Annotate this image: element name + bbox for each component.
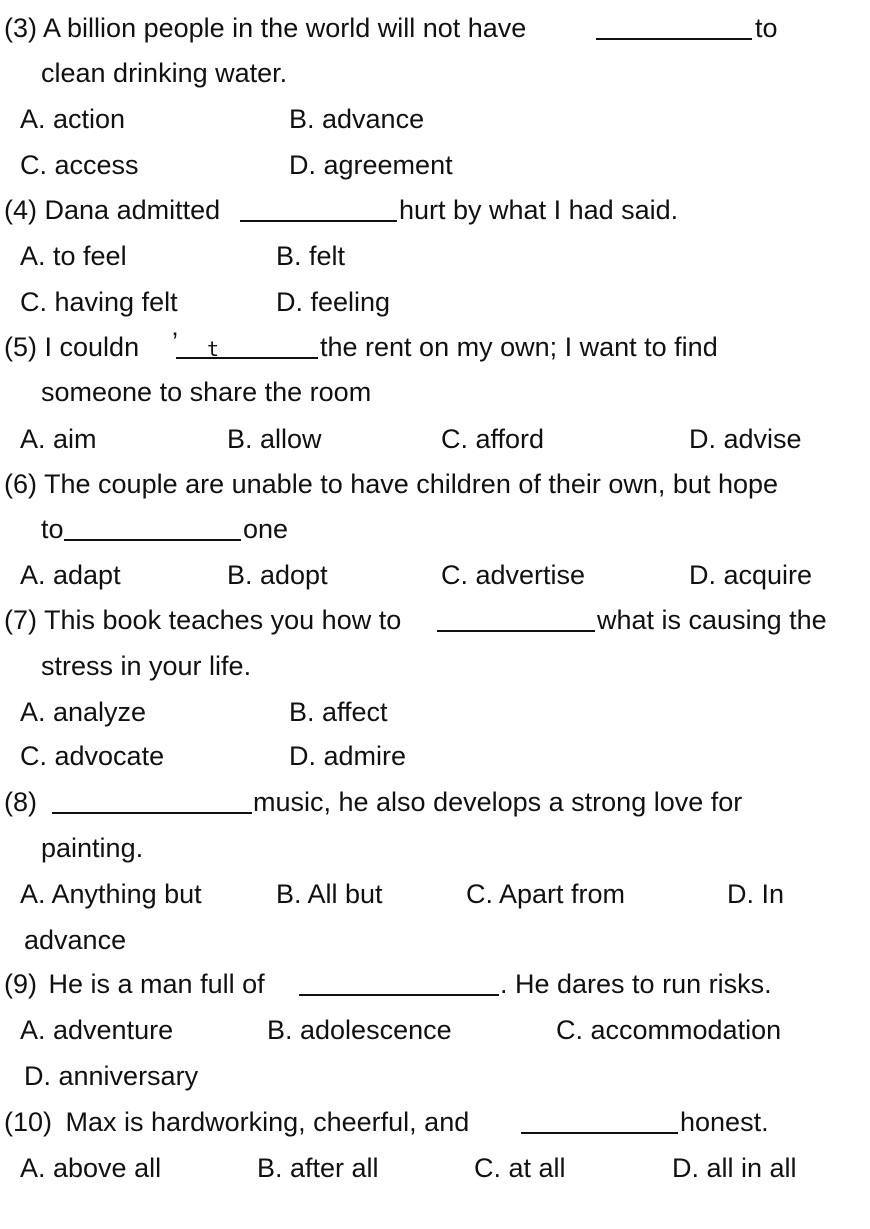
question-text: one — [243, 514, 289, 544]
question-text: what is causing the — [597, 605, 827, 635]
option-d[interactable]: D. anniversary — [24, 1061, 199, 1091]
option-b[interactable]: B. adopt — [227, 560, 328, 590]
answer-blank[interactable] — [299, 970, 499, 996]
answer-blank[interactable] — [52, 788, 252, 814]
question-5-stem — [4, 331, 139, 363]
question-text: I couldn — [44, 332, 140, 362]
option-a[interactable]: A. adapt — [20, 560, 121, 590]
question-text: to — [755, 13, 778, 43]
option-c[interactable]: C. accommodation — [556, 1015, 782, 1045]
option-a[interactable]: A. Anything but — [20, 879, 202, 909]
option-c[interactable]: C. advertise — [441, 560, 586, 590]
option-d[interactable]: D. acquire — [689, 560, 813, 590]
question-7-stem — [4, 604, 401, 636]
option-c[interactable]: C. Apart from — [466, 879, 626, 909]
question-number: (9) — [4, 969, 37, 999]
question-10-stem — [4, 1106, 469, 1138]
question-text: honest. — [680, 1107, 769, 1137]
answer-blank[interactable] — [64, 515, 241, 541]
question-text: Max is hardworking, cheerful, and — [65, 1107, 470, 1137]
question-number: (6) — [4, 469, 37, 499]
question-text: . He dares to run risks. — [500, 969, 772, 999]
option-a[interactable]: A. aim — [20, 424, 97, 454]
question-text: stress in your life. — [41, 651, 252, 681]
question-text: A billion people in the world will not have — [43, 13, 527, 43]
option-c[interactable]: C. access — [20, 150, 139, 180]
option-a[interactable]: A. to feel — [20, 241, 127, 271]
option-b[interactable]: B. allow — [227, 424, 322, 454]
option-d[interactable]: D. In — [727, 879, 785, 909]
option-b[interactable]: B. adolescence — [267, 1015, 452, 1045]
answer-blank[interactable] — [596, 14, 752, 40]
answer-blank[interactable] — [176, 333, 318, 359]
option-d[interactable]: D. feeling — [276, 287, 391, 317]
question-text: hurt by what I had said. — [399, 195, 679, 225]
answer-blank[interactable] — [240, 196, 397, 222]
option-c[interactable]: C. having felt — [20, 287, 178, 317]
question-text: Dana admitted — [44, 195, 221, 225]
option-d[interactable]: D. agreement — [289, 150, 453, 180]
question-9-stem — [4, 968, 265, 1000]
option-b[interactable]: B. All but — [276, 879, 383, 909]
option-a[interactable]: A. analyze — [20, 697, 147, 727]
question-6-stem — [4, 468, 778, 500]
option-c[interactable]: C. advocate — [20, 741, 165, 771]
question-text: painting. — [41, 833, 144, 863]
option-d-continued: advance — [24, 925, 127, 955]
question-number: (3) — [4, 13, 37, 43]
option-d[interactable]: D. all in all — [672, 1153, 797, 1183]
question-3-stem — [4, 12, 526, 44]
question-text: This book teaches you how to — [44, 605, 402, 635]
blank-fill-text: t — [207, 337, 220, 361]
apostrophe-mark: ’ — [172, 327, 178, 357]
option-b[interactable]: B. after all — [257, 1153, 379, 1183]
option-d[interactable]: D. admire — [289, 741, 407, 771]
option-b[interactable]: B. felt — [276, 241, 346, 271]
question-number: (4) — [4, 195, 37, 225]
option-a[interactable]: A. action — [20, 104, 126, 134]
question-text: to — [41, 514, 64, 544]
option-b[interactable]: B. advance — [289, 104, 425, 134]
answer-blank[interactable] — [437, 606, 595, 632]
question-text: someone to share the room — [41, 377, 372, 407]
question-8-stem — [4, 786, 37, 818]
option-c[interactable]: C. afford — [441, 424, 545, 454]
question-text: music, he also develops a strong love for — [253, 787, 743, 817]
option-a[interactable]: A. above all — [20, 1153, 162, 1183]
question-number: (8) — [4, 787, 37, 817]
option-b[interactable]: B. affect — [289, 697, 388, 727]
question-text: clean drinking water. — [41, 58, 288, 88]
option-d[interactable]: D. advise — [689, 424, 802, 454]
question-number: (10) — [4, 1107, 53, 1137]
question-4-stem — [4, 194, 220, 226]
question-number: (7) — [4, 605, 37, 635]
question-text: The couple are unable to have children of their own, but hope — [44, 469, 779, 499]
option-c[interactable]: C. at all — [474, 1153, 566, 1183]
option-a[interactable]: A. adventure — [20, 1015, 174, 1045]
question-number: (5) — [4, 332, 37, 362]
answer-blank[interactable] — [521, 1108, 678, 1134]
question-text: He is a man full of — [48, 969, 265, 999]
question-text: the rent on my own; I want to find — [320, 332, 718, 362]
